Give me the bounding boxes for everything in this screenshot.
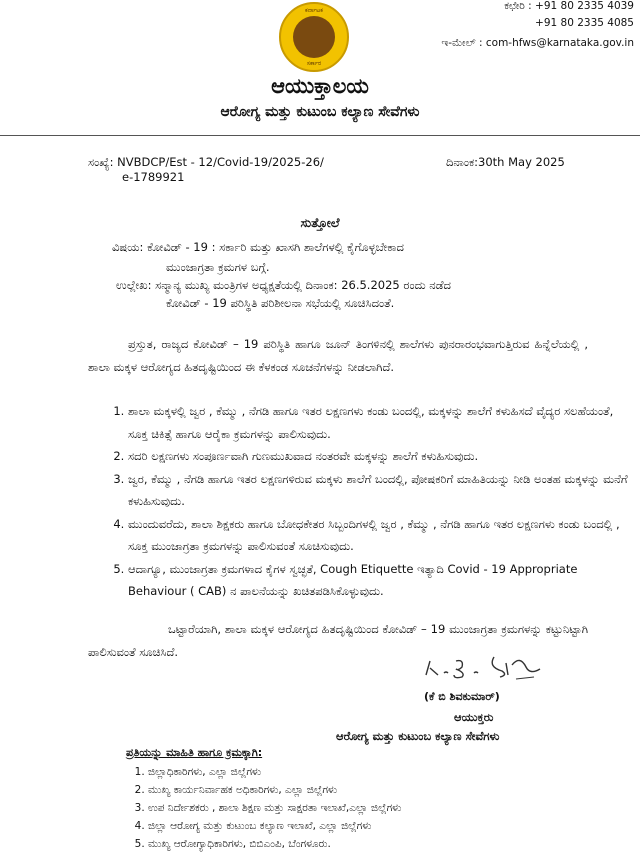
list-item: 2. ಸದರಿ ಲಕ್ಷಣಗಳು ಸಂಪೂರ್ಣವಾಗಿ ಗುಣಮುಖವಾದ ನಂತರವೇ ಮಕ್ಕಳನ್ನು ಶಾಲೆಗೆ ಕಳುಹಿಸುವುದು. <box>128 445 628 468</box>
subject-line: ವಿಷಯ: ಕೋವಿಡ್ - 19 : ಸರ್ಕಾರಿ ಮತ್ತು ಖಾಸಗಿ ಶಾಲೆಗಳಲ್ಲಿ ಕೈಗೊಳ್ಳಬೇಕಾದ <box>112 240 404 254</box>
office-email: ಇ-ಮೇಲ್ : com-hfws@karnataka.gov.in <box>441 37 634 49</box>
list-item: 5. ಆದಾಗ್ಯೂ, ಮುಂಜಾಗ್ರತಾ ಕ್ರಮಗಳಾದ ಕೈಗಳ ಸ್ವಚ್ಛತೆ, Cough Etiquette ಇತ್ಯಾದಿ Covid - 19 Appropriate Behaviour ( CAB) ನ ಪಾಲನೆಯನ್ನು ಖಚಿತಪಡಿಸಿಕೊಳ್ಳುವುದು. <box>128 558 628 603</box>
instructions-list <box>88 400 628 603</box>
list-item: 4. ಜಿಲ್ಲಾ ಆರೋಗ್ಯ ಮತ್ತು ಕುಟುಂಬ ಕಲ್ಯಾಣ ಇಲಾಖೆ, ಎಲ್ಲಾ ಜಿಲ್ಲೆಗಳು <box>148 817 401 835</box>
emblem-text-bottom: ಸರ್ಕಾರ <box>306 60 322 67</box>
intro-paragraph: ಪ್ರಸ್ತುತ, ರಾಜ್ಯದ ಕೋವಿಡ್ – 19 ಪರಿಸ್ಥಿತಿ ಹಾಗೂ ಜೂನ್ ತಿಂಗಳಿನಲ್ಲಿ ಶಾಲೆಗಳು ಪುನರಾರಂಭವಾಗುತ್ತಿರುವ ಹಿನ್ನೆಲೆಯಲ್ಲಿ , ಶಾಲಾ ಮಕ್ಕಳ ಆರೋಗ್ಯದ ಹಿತದೃಷ್ಟಿಯಿಂದ ಈ ಕೆಳಕಂಡ ಸೂಚನೆಗಳನ್ನು ನೀಡಲಾಗಿದೆ. <box>88 337 588 374</box>
signatory-designation: ಆಯುಕ್ತರು <box>454 710 494 724</box>
subject-line-cont: ಮುಂಜಾಗ್ರತಾ ಕ್ರಮಗಳ ಬಗ್ಗೆ. <box>166 260 270 274</box>
list-item: 3. ಜ್ವರ, ಕೆಮ್ಮು , ನೆಗಡಿ ಹಾಗೂ ಇತರ ಲಕ್ಷಣಗಳಿರುವ ಮಕ್ಕಳು ಶಾಲೆಗೆ ಬಂದಲ್ಲಿ, ಪೋಷಕರಿಗೆ ಮಾಹಿತಿಯನ್ನು ನೀಡಿ ಅಂತಹ ಮಕ್ಕಳನ್ನು ಮನೆಗೆ ಕಳುಹಿಸುವುದು. <box>128 468 628 513</box>
reference-number-cont: e-1789921 <box>122 170 185 184</box>
reference-number: ಸಂಖ್ಯೆ: NVBDCP/Est - 12/Covid-19/2025-26/ <box>88 155 324 169</box>
list-item: 5. ಮುಖ್ಯ ಆರೋಗ್ಯಾಧಿಕಾರಿಗಳು, ಬಿಬಿಎಂಪಿ, ಬೆಂಗಳೂರು. <box>148 835 401 853</box>
emblem-icon <box>293 16 335 58</box>
list-item: 1. ಜಿಲ್ಲಾಧಿಕಾರಿಗಳು, ಎಲ್ಲಾ ಜಿಲ್ಲೆಗಳು <box>148 763 401 781</box>
list-item: 1. ಶಾಲಾ ಮಕ್ಕಳಲ್ಲಿ ಜ್ವರ , ಕೆಮ್ಮು , ನೆಗಡಿ ಹಾಗೂ ಇತರ ಲಕ್ಷಣಗಳು ಕಂಡು ಬಂದಲ್ಲಿ, ಮಕ್ಕಳನ್ನು ಶಾಲೆಗೆ ಕಳುಹಿಸದೆ ವೈದ್ಯರ ಸಲಹೆಯಂತೆ, ಸೂಕ್ತ ಚಿಕಿತ್ಸೆ ಹಾಗೂ ಆರೈಕಾ ಕ್ರಮಗಳನ್ನು ಪಾಲಿಸುವುದು. <box>128 400 628 445</box>
copies-heading: ಪ್ರತಿಯನ್ನು ಮಾಹಿತಿ ಹಾಗೂ ಕ್ರಮಕ್ಕಾಗಿ: <box>126 746 263 759</box>
office-title: ಆಯುಕ್ತಾಲಯ <box>271 74 369 98</box>
copies-list <box>126 763 401 853</box>
list-item: 2. ಮುಖ್ಯ ಕಾರ್ಯನಿರ್ವಾಹಕ ಅಧಿಕಾರಿಗಳು, ಎಲ್ಲಾ ಜಿಲ್ಲೆಗಳು <box>148 781 401 799</box>
reference-line: ಉಲ್ಲೇಖ: ಸನ್ಮಾನ್ಯ ಮುಖ್ಯ ಮಂತ್ರಿಗಳ ಅಧ್ಯಕ್ಷತೆಯಲ್ಲಿ ದಿನಾಂಕ: 26.5.2025 ರಂದು ನಡೆದ <box>116 278 451 292</box>
list-item: 4. ಮುಂದುವರೆದು, ಶಾಲಾ ಶಿಕ್ಷಕರು ಹಾಗೂ ಬೋಧಕೇತರ ಸಿಬ್ಬಂದಿಗಳಲ್ಲಿ ಜ್ವರ , ಕೆಮ್ಮು , ನೆಗಡಿ ಹಾಗೂ ಇತರ ಲಕ್ಷಣಗಳು ಕಂಡು ಬಂದಲ್ಲಿ , ಸೂಕ್ತ ಮುಂಜಾಗ್ರತಾ ಕ್ರಮಗಳನ್ನು ಪಾಲಿಸುವಂತೆ ಸೂಚಿಸುವುದು. <box>128 513 628 558</box>
list-item: 3. ಉಪ ನಿರ್ದೇಶಕರು , ಶಾಲಾ ಶಿಕ್ಷಣ ಮತ್ತು ಸಾಕ್ಷರತಾ ಇಲಾಖೆ,ಎಲ್ಲಾ ಜಿಲ್ಲೆಗಳು <box>148 799 401 817</box>
signature-image <box>408 647 548 687</box>
office-phone-2: +91 80 2335 4085 <box>535 17 634 29</box>
header-divider <box>0 135 640 136</box>
reference-line-cont: ಕೋವಿಡ್ - 19 ಪರಿಸ್ಥಿತಿ ಪರಿಶೀಲನಾ ಸಭೆಯಲ್ಲಿ ಸೂಚಿಸಿದಂತೆ. <box>166 296 395 310</box>
signatory-department: ಆರೋಗ್ಯ ಮತ್ತು ಕುಟುಂಬ ಕಲ್ಯಾಣ ಸೇವೆಗಳು <box>336 729 500 743</box>
office-subtitle: ಆರೋಗ್ಯ ಮತ್ತು ಕುಟುಂಬ ಕಲ್ಯಾಣ ಸೇವೆಗಳು <box>220 104 420 120</box>
government-emblem <box>279 2 349 72</box>
circular-heading: ಸುತ್ತೋಲೆ <box>300 215 340 230</box>
signatory-name: (ಕೆ ಬಿ ಶಿವಕುಮಾರ್) <box>424 690 500 703</box>
circular-date: ದಿನಾಂಕ:30th May 2025 <box>446 155 565 169</box>
office-phone-1: ಕಛೇರಿ : +91 80 2335 4039 <box>504 0 634 12</box>
closing-paragraph: ಒಟ್ಟಾರೆಯಾಗಿ, ಶಾಲಾ ಮಕ್ಕಳ ಆರೋಗ್ಯದ ಹಿತದೃಷ್ಟಿಯಿಂದ ಕೋವಿಡ್ – 19 ಮುಂಜಾಗ್ರತಾ ಕ್ರಮಗಳನ್ನು ಕಟ್ಟುನಿಟ್ಟಾಗಿ ಪಾಲಿಸುವಂತೆ ಸೂಚಿಸಿದೆ. <box>88 622 588 659</box>
emblem-text-top: ಕರ್ನಾಟಕ <box>305 7 323 14</box>
